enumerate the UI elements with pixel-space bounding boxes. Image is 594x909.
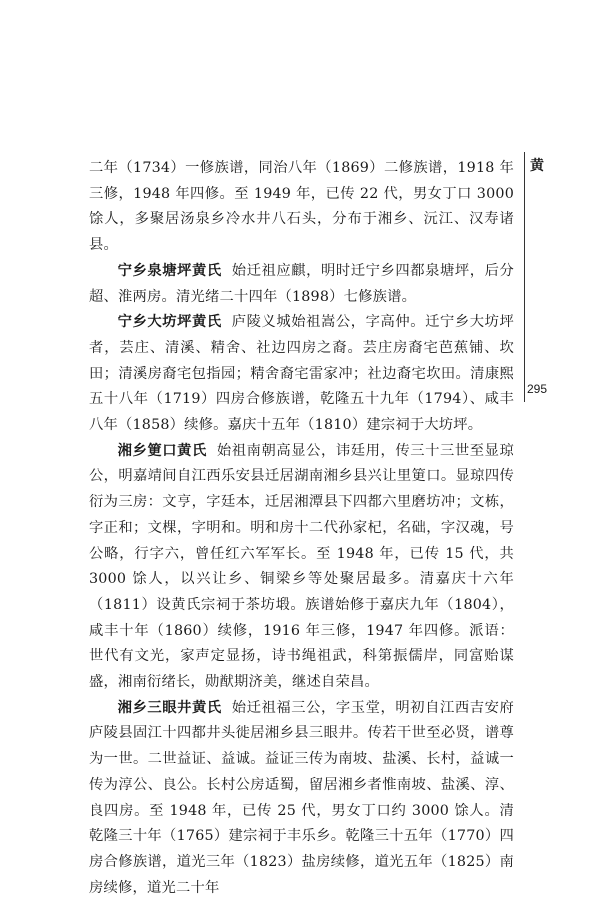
entry-text: 庐陵义城始祖嵩公，字高仲。迁宁乡大坊坪者，芸庄、清溪、精舍、社边四房之裔。芸庄房裔宅芭蕉铺、坎田；清溪房裔宅包指园；精舍裔宅雷家冲；社边裔宅坎田。清康熙五十八年（1719）四房合修族谱，乾隆五十九年（1794）、咸丰八年（1858）续修。嘉庆十五年（1810）建宗祠于大坊坪。 — [89, 314, 514, 434]
section-thumb-label: 黄 — [530, 158, 544, 174]
entry-xiangxiang-gengkou — [89, 439, 514, 696]
entry-title: 宁乡泉塘坪黄氏 — [117, 262, 222, 279]
entry-ningxiang-dafangping — [89, 310, 514, 439]
entry-title: 湘乡筻口黄氏 — [117, 442, 207, 459]
entry-ningxiang-quantangping — [89, 259, 514, 310]
continuation-paragraph: 二年（1734）一修族谱，同治八年（1869）二修族谱，1918 年三修，1948 年四修。至 1949 年，已传 22 代，男女丁口 3000 馀人，多聚居汤泉乡冷水井八石头，分布于湘乡、沅江、汉寿诸县。 — [89, 160, 514, 254]
entry-xiangxiang-sanyanjing — [89, 696, 514, 902]
margin-divider — [524, 152, 525, 402]
page-number: 295 — [527, 382, 548, 396]
entry-text: 始迁祖福三公，字玉堂，明初自江西吉安府庐陵县固江十四都井头徙居湘乡县三眼井。传若干世至必贤，谱尊为一世。二世益证、益诚。益证三传为南坡、盐溪、长村，益诚一传为淳公、良公。长村公房适蜀，留居湘乡者惟南坡、盐溪、淳、良四房。至 1948 年，已传 25 代，男女丁口约 3000 馀人。清乾隆三十年（1765）建宗祠于丰乐乡。乾隆三十五年（1770）四房合修族谱，道光三年（1823）盐房续修，道光五年（1825）南房续修，道光二十年 — [89, 699, 514, 896]
entry-title: 宁乡大坊坪黄氏 — [117, 314, 222, 331]
body-text — [89, 156, 514, 901]
entry-title: 湘乡三眼井黄氏 — [117, 699, 222, 716]
entry-text: 始迁祖应麒，明时迁宁乡四都泉塘坪，后分超、淮两房。清光绪二十四年（1898）七修族谱。 — [89, 262, 514, 305]
entry-text: 始祖南朝高显公，讳廷用，传三十三世至显琼公，明嘉靖间自江西乐安县迁居湖南湘乡县兴让里筻口。显琼四传衍为三房：文亨，字廷本，迁居湘潭县下四都六里磨坊冲；文栋，字正和；文棵，字明和。明和房十二代孙家杞，名础，字汉魂，号公略，行字六，曾任红六军军长。至 1948 年，已传 15 代，共 3000 馀人，以兴让乡、铜梁乡等处聚居最多。清嘉庆十六年（1811）设黄氏宗祠于茶坊塅。族谱始修于嘉庆九年（1804），咸丰十年（1860）续修，1916 年三修，1947 年四修。派语：世代有文光，家声定显扬，诗书绳祖武，科第振儒岸，同富贻谋盛，湘南衍绪长，勋猷期济美，继述自荣昌。 — [89, 442, 515, 691]
